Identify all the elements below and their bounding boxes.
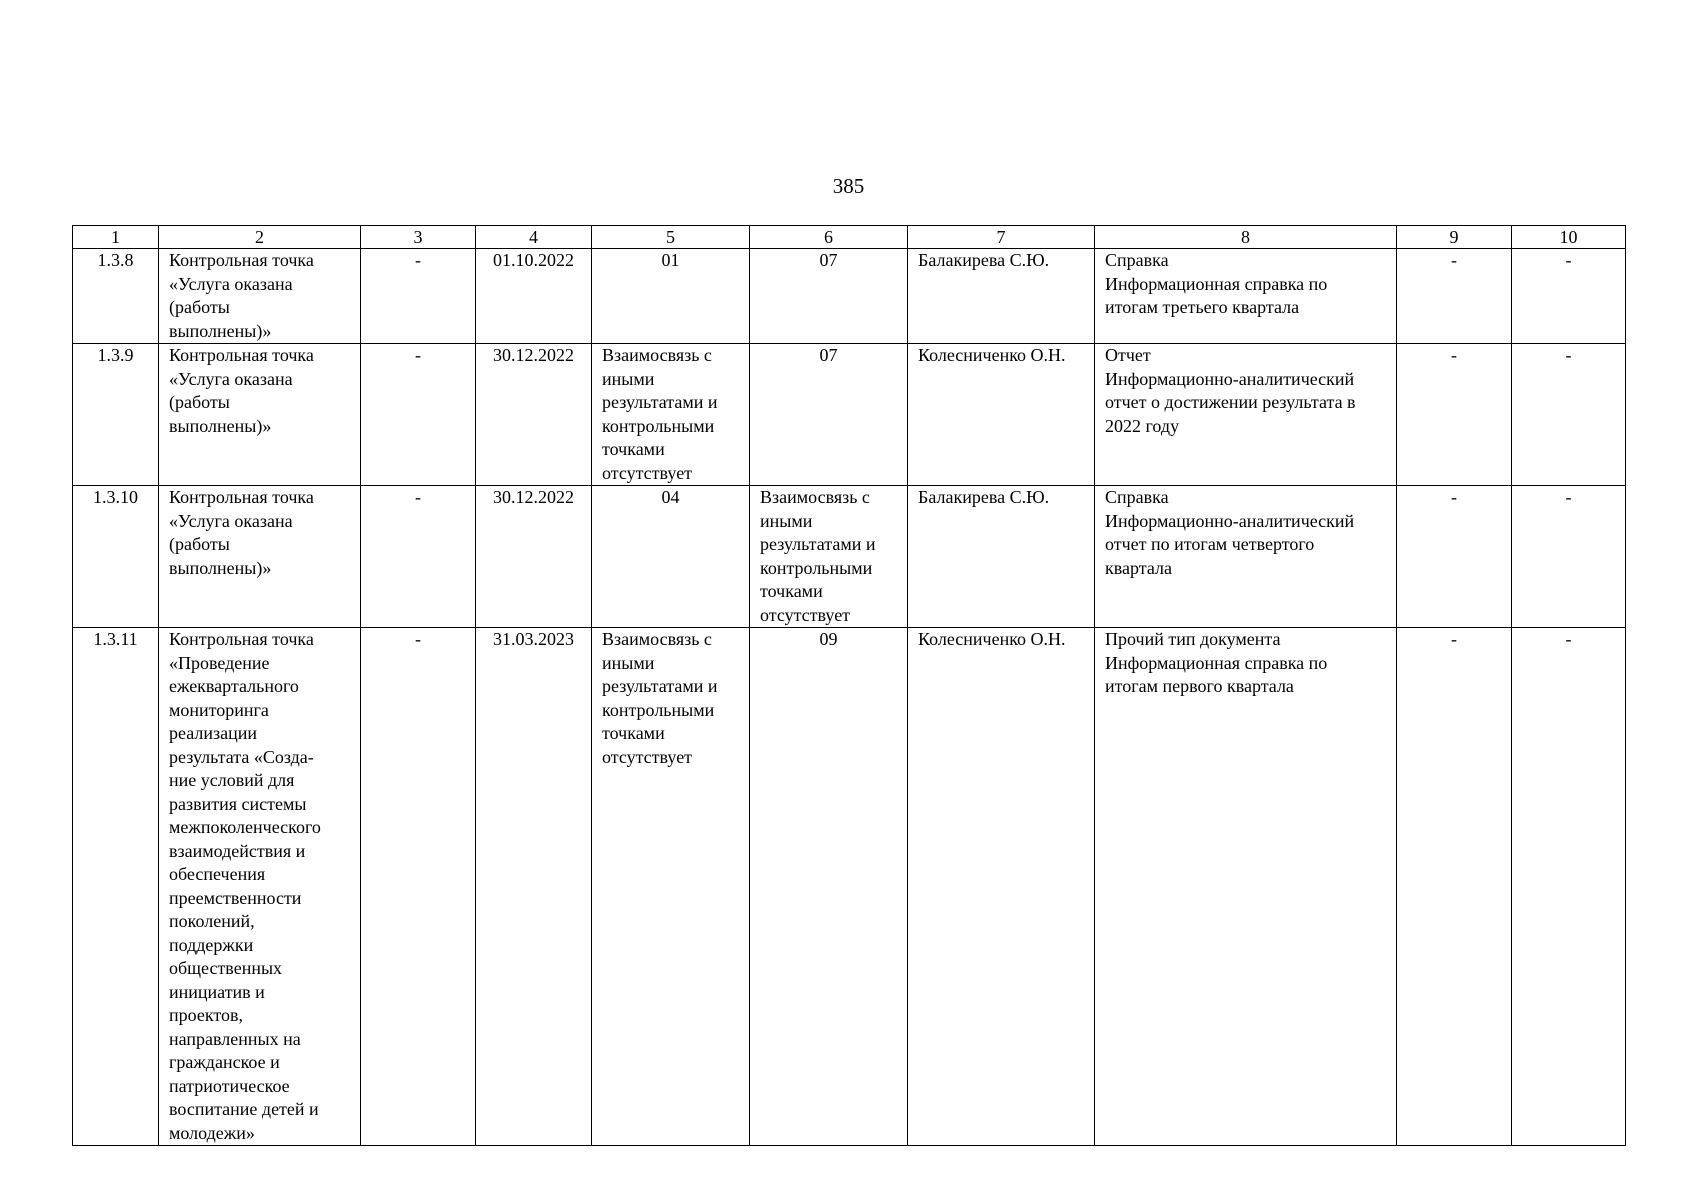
date-cell: 30.12.2022 <box>476 344 592 486</box>
header-cell: 6 <box>750 226 908 249</box>
date-cell: 30.12.2022 <box>476 486 592 628</box>
document-cell: Справка Информационно-аналитический отчет по итогам четвертого квартала <box>1095 486 1397 628</box>
header-cell: 1 <box>73 226 159 249</box>
header-cell: 2 <box>159 226 361 249</box>
cell-col10: - <box>1512 628 1626 1146</box>
cell-col9: - <box>1397 344 1512 486</box>
cell-col6: Взаимосвязь с иными результатами и контрольными точками отсутствует <box>750 486 908 628</box>
control-point-name: Контрольная точка «Проведение ежеквартального мониторинга реализации результата «Созда- ние условий для развития системы межпоколенческого взаимодействия и обеспечения преемственности поколений, поддержки общественных инициатив и проектов, направленных на гражданское и патриотическое воспитание детей и молодежи» <box>159 628 361 1146</box>
cell-col3: - <box>361 249 476 344</box>
table-row <box>73 628 1626 1146</box>
control-point-name: Контрольная точка «Услуга оказана (работы выполнены)» <box>159 486 361 628</box>
row-number: 1.3.11 <box>73 628 159 1146</box>
row-number: 1.3.10 <box>73 486 159 628</box>
control-point-name: Контрольная точка «Услуга оказана (работы выполнены)» <box>159 344 361 486</box>
responsible-cell: Балакирева С.Ю. <box>908 249 1095 344</box>
cell-col5: 04 <box>592 486 750 628</box>
cell-col10: - <box>1512 249 1626 344</box>
cell-col10: - <box>1512 344 1626 486</box>
cell-col5: 01 <box>592 249 750 344</box>
document-cell: Справка Информационная справка по итогам третьего квартала <box>1095 249 1397 344</box>
cell-col6: 07 <box>750 344 908 486</box>
responsible-cell: Балакирева С.Ю. <box>908 486 1095 628</box>
cell-col6: 07 <box>750 249 908 344</box>
header-cell: 10 <box>1512 226 1626 249</box>
control-point-name: Контрольная точка «Услуга оказана (работы выполнены)» <box>159 249 361 344</box>
cell-col3: - <box>361 344 476 486</box>
date-cell: 31.03.2023 <box>476 628 592 1146</box>
page-number: 385 <box>832 174 865 198</box>
document-table <box>72 225 1626 1146</box>
header-cell: 8 <box>1095 226 1397 249</box>
cell-col5: Взаимосвязь с иными результатами и контрольными точками отсутствует <box>592 344 750 486</box>
cell-col6: 09 <box>750 628 908 1146</box>
table-row <box>73 486 1626 628</box>
date-cell: 01.10.2022 <box>476 249 592 344</box>
responsible-cell: Колесниченко О.Н. <box>908 628 1095 1146</box>
table-row <box>73 344 1626 486</box>
cell-col3: - <box>361 628 476 1146</box>
row-number: 1.3.9 <box>73 344 159 486</box>
cell-col5: Взаимосвязь с иными результатами и контрольными точками отсутствует <box>592 628 750 1146</box>
cell-col3: - <box>361 486 476 628</box>
cell-col9: - <box>1397 486 1512 628</box>
row-number: 1.3.8 <box>73 249 159 344</box>
cell-col9: - <box>1397 628 1512 1146</box>
responsible-cell: Колесниченко О.Н. <box>908 344 1095 486</box>
table-row <box>73 249 1626 344</box>
document-cell: Отчет Информационно-аналитический отчет о достижении результата в 2022 году <box>1095 344 1397 486</box>
header-row <box>73 226 1626 249</box>
cell-col9: - <box>1397 249 1512 344</box>
header-cell: 7 <box>908 226 1095 249</box>
cell-col10: - <box>1512 486 1626 628</box>
header-cell: 5 <box>592 226 750 249</box>
header-cell: 4 <box>476 226 592 249</box>
header-cell: 3 <box>361 226 476 249</box>
document-cell: Прочий тип документа Информационная справка по итогам первого квартала <box>1095 628 1397 1146</box>
header-cell: 9 <box>1397 226 1512 249</box>
